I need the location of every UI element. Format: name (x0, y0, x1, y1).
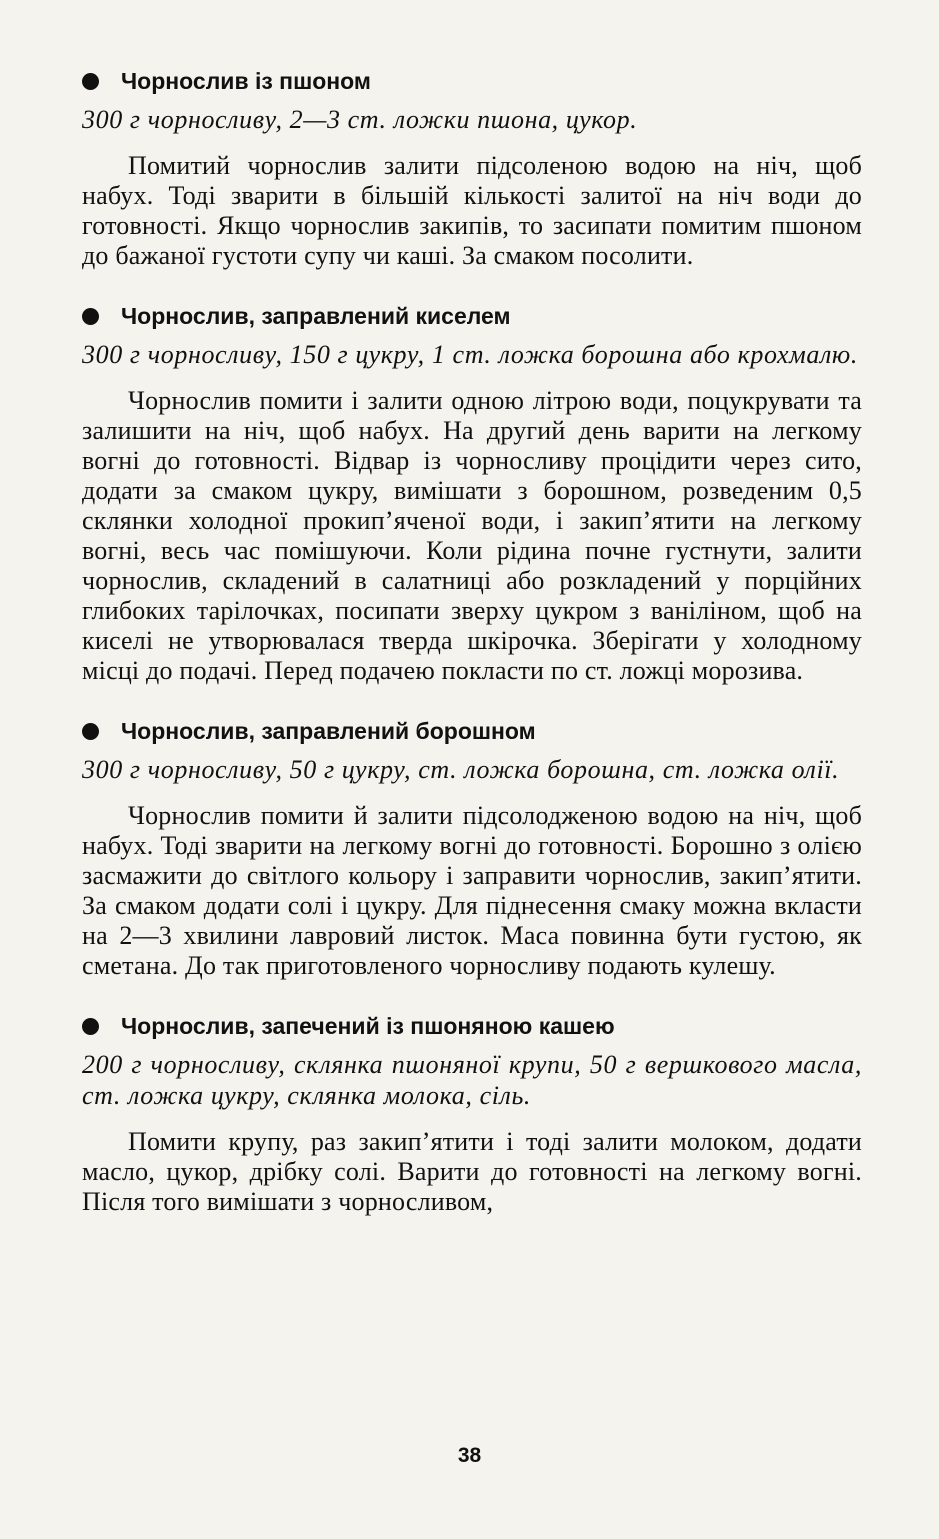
recipe-title-text: Чорнослив, заправлений киселем (121, 303, 511, 329)
recipe-title (82, 1011, 862, 1041)
recipe-prunes-kissel (82, 301, 862, 686)
recipe-prunes-baked-millet-porridge (82, 1011, 862, 1217)
recipe-title-text: Чорнослив, запечений із пшоняною кашею (121, 1013, 615, 1039)
page-content (82, 66, 862, 1247)
recipe-ingredients: 300 г чорносливу, 2—3 ст. ложки пшона, цукор. (82, 105, 638, 134)
page-number: 38 (457, 1444, 482, 1467)
recipe-instructions: Чорнослив помити й залити підсолодженою водою на ніч, щоб набух. Тоді зварити на легкому вогні до готовності. Борошно з олією засмажити до світлого кольору і заправити чорнослив, закип’ятити. За смаком додати солі і цукру. Для піднесення смаку можна вкласти на 2—3 хвилини лавровий листок. Маса повинна бути густою, як сметана. До так приготовленого чорносливу подають кулешу. (82, 801, 862, 980)
recipe-title-text: Чорнослив із пшоном (121, 68, 371, 94)
recipe-prunes-flour (82, 716, 862, 981)
bullet-icon (82, 308, 99, 325)
bullet-icon (82, 1018, 99, 1035)
recipe-ingredients: 200 г чорносливу, склянка пшоняної крупи, 50 г вершкового масла, ст. ложка цукру, склянка молока, сіль. (82, 1050, 862, 1110)
bullet-icon (82, 723, 99, 740)
recipe-instructions: Помитий чорнослив залити підсоленою водою на ніч, щоб набух. Тоді зварити в більшій кількості залитої на ніч води до готовності. Якщо чорнослив закипів, то засипати помитим пшоном до бажаної густоти супу чи каші. За смаком посолити. (82, 151, 862, 270)
recipe-prunes-millet (82, 66, 862, 271)
bullet-icon (82, 73, 99, 90)
recipe-ingredients: 300 г чорносливу, 150 г цукру, 1 ст. ложка борошна або крохмалю. (82, 340, 858, 369)
recipe-title-text: Чорнослив, заправлений борошном (121, 718, 536, 744)
recipe-title (82, 301, 862, 331)
recipe-ingredients: 300 г чорносливу, 50 г цукру, ст. ложка борошна, ст. ложка олії. (82, 755, 840, 784)
recipe-instructions: Помити крупу, раз закип’ятити і тоді залити молоком, додати масло, цукор, дрібку солі. Варити до готовності на легкому вогні. Після того вимішати з чорносливом, (82, 1127, 862, 1216)
recipe-title (82, 66, 862, 96)
recipe-instructions: Чорнослив помити і залити одною літрою води, поцукрувати та залишити на ніч, щоб набух. На другий день варити на легкому вогні до готовності. Відвар із чорносливу процідити через сито, додати за смаком цукру, вимішати з борошном, розведеним 0,5 склянки холодної прокип’яченої води, і закип’ятити на легкому вогні, весь час помішуючи. Коли рідина почне густнути, залити чорнослив, складений в салатниці або розкладений у порційних глибоких тарілочках, посипати зверху цукром з ваніліном, щоб на киселі не утворювалася тверда шкірочка. Зберігати у холодному місці до подачі. Перед подачею покласти по ст. ложці морозива. (82, 386, 862, 685)
recipe-title (82, 716, 862, 746)
